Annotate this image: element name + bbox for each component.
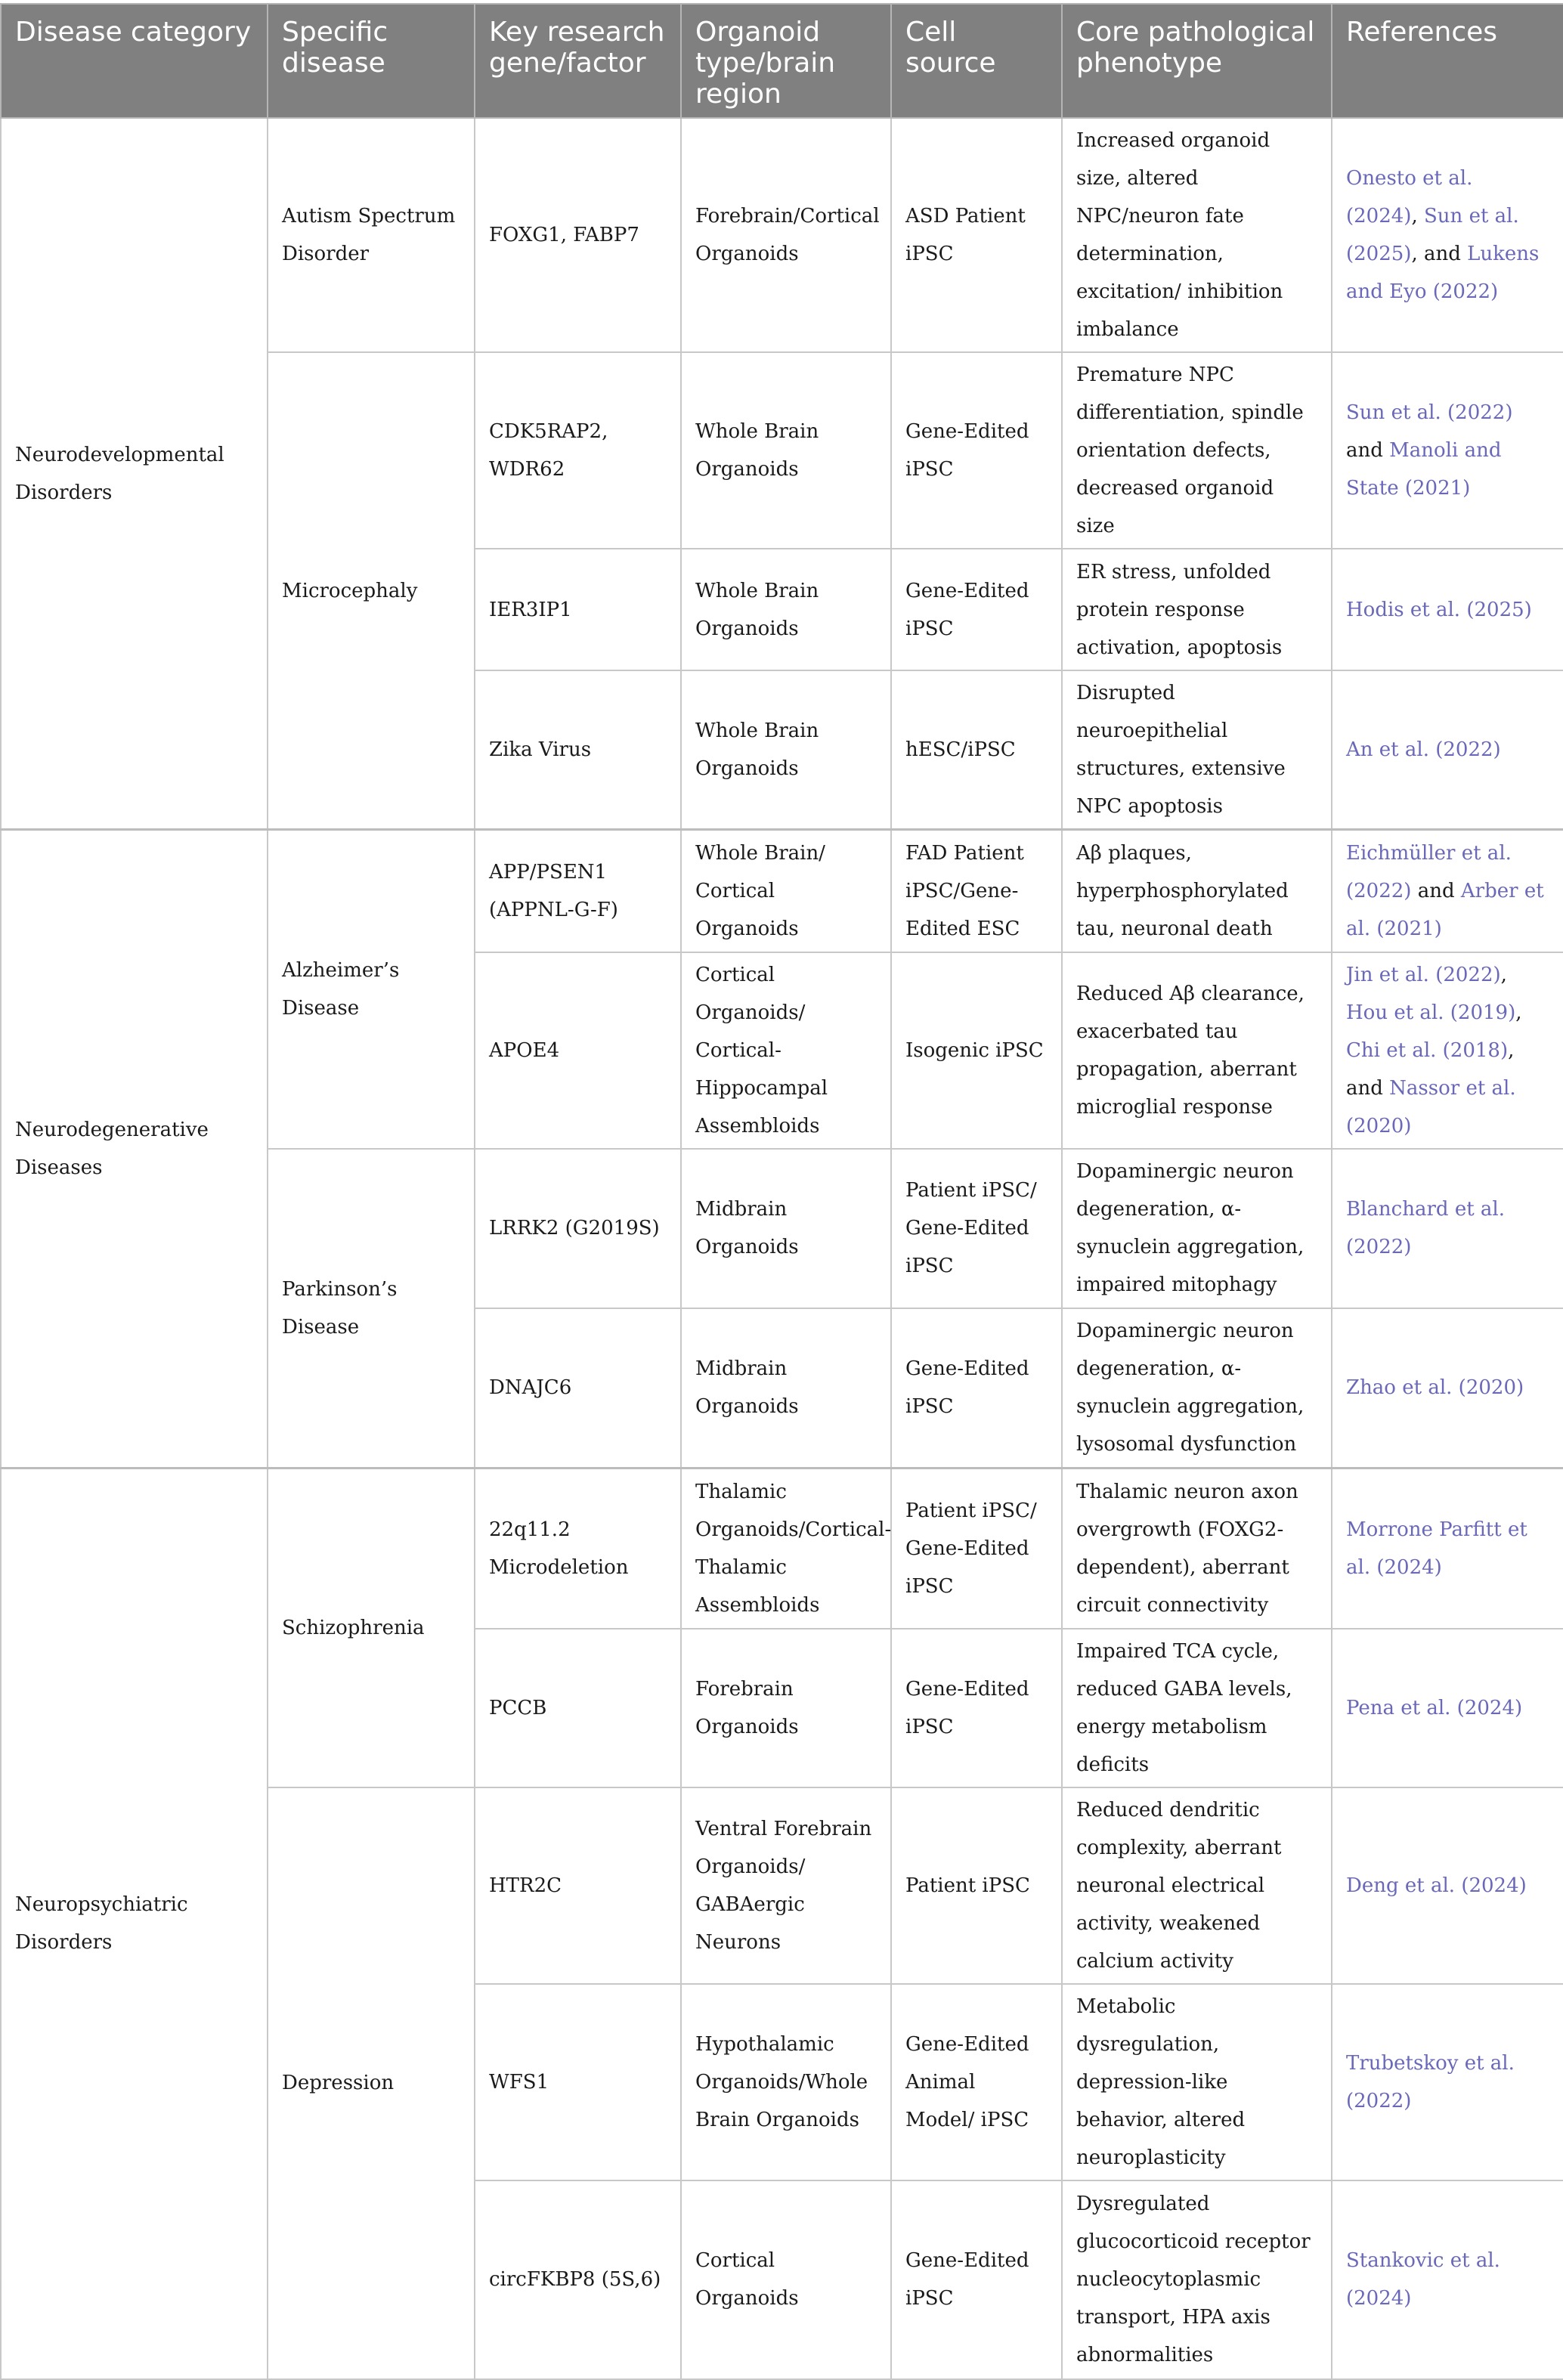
reference-link[interactable]: An et al. (2022)	[1346, 738, 1501, 761]
phenotype-cell: Metabolic dysregulation, depression-like behavior, altered neuroplasticity	[1062, 1984, 1332, 2180]
reference-link[interactable]: Zhao et al. (2020)	[1346, 1376, 1524, 1400]
header-row	[1, 4, 1563, 118]
cell-source-cell: Gene-Edited iPSC	[891, 2180, 1062, 2379]
organoid-type-cell: Ventral Forebrain Organoids/ GABAergic Neurons	[681, 1787, 891, 1984]
gene-factor-cell: Zika Virus	[475, 670, 681, 830]
reference-link[interactable]: Eichmüller et al. (2022)	[1346, 841, 1512, 902]
references-cell	[1332, 2180, 1563, 2379]
header-gene-factor: Key research gene/factor	[475, 4, 681, 118]
table-row	[1, 1469, 1563, 1629]
reference-link[interactable]: Nassor et al. (2020)	[1346, 1076, 1516, 1137]
header-specific-disease: Specific disease	[268, 4, 475, 118]
specific-disease-cell: Microcephaly	[268, 352, 475, 830]
phenotype-cell: Dopaminergic neuron degeneration, α-synuclein aggregation, impaired mitophagy	[1062, 1149, 1332, 1308]
reference-connector: ,	[1411, 205, 1424, 227]
reference-link[interactable]: Lukens and Eyo (2022)	[1346, 243, 1540, 303]
reference-link[interactable]: Arber et al. (2021)	[1346, 879, 1544, 940]
reference-link[interactable]: Hou et al. (2019)	[1346, 1001, 1516, 1024]
header-cell-source: Cell source	[891, 4, 1062, 118]
phenotype-cell: ER stress, unfolded protein response activation, apoptosis	[1062, 549, 1332, 670]
phenotype-cell: Reduced dendritic complexity, aberrant neuronal electrical activity, weakened calcium activity	[1062, 1787, 1332, 1984]
reference-link[interactable]: Stankovic et al. (2024)	[1346, 2249, 1500, 2310]
organoid-type-cell: Midbrain Organoids	[681, 1308, 891, 1469]
phenotype-cell: Dopaminergic neuron degeneration, α-synuclein aggregation, lysosomal dysfunction	[1062, 1308, 1332, 1469]
reference-link[interactable]: Chi et al. (2018)	[1346, 1038, 1509, 1062]
references-cell	[1332, 352, 1563, 549]
reference-connector: and	[1411, 879, 1461, 902]
specific-disease-cell: Alzheimer’s Disease	[268, 830, 475, 1149]
phenotype-cell: Increased organoid size, altered NPC/neuron fate determination, excitation/ inhibition imbalance	[1062, 118, 1332, 352]
organoid-type-cell: Forebrain Organoids	[681, 1629, 891, 1787]
disease-organoid-table	[0, 3, 1563, 2380]
references-cell	[1332, 549, 1563, 670]
reference-link[interactable]: Sun et al. (2025)	[1346, 205, 1519, 265]
cell-source-cell: Isogenic iPSC	[891, 952, 1062, 1149]
cell-source-cell: Patient iPSC/ Gene-Edited iPSC	[891, 1469, 1062, 1629]
gene-factor-cell: PCCB	[475, 1629, 681, 1787]
gene-factor-cell: HTR2C	[475, 1787, 681, 1984]
header-phenotype: Core pathological phenotype	[1062, 4, 1332, 118]
cell-source-cell: hESC/iPSC	[891, 670, 1062, 830]
specific-disease-cell: Schizophrenia	[268, 1469, 475, 1787]
reference-link[interactable]: Hodis et al. (2025)	[1346, 598, 1532, 621]
cell-source-cell: Gene-Edited iPSC	[891, 352, 1062, 549]
disease-category-cell: Neurodevelopmental Disorders	[1, 118, 268, 830]
gene-factor-cell: APOE4	[475, 952, 681, 1149]
gene-factor-cell: circFKBP8 (5S,6)	[475, 2180, 681, 2379]
references-cell	[1332, 670, 1563, 830]
cell-source-cell: Gene-Edited iPSC	[891, 549, 1062, 670]
disease-category-cell: Neuropsychiatric Disorders	[1, 1469, 268, 2379]
phenotype-cell: Premature NPC differentiation, spindle orientation defects, decreased organoid size	[1062, 352, 1332, 549]
references-cell	[1332, 1308, 1563, 1469]
specific-disease-cell: Depression	[268, 1787, 475, 2379]
reference-link[interactable]: Deng et al. (2024)	[1346, 1874, 1527, 1897]
phenotype-cell: Dysregulated glucocorticoid receptor nucleocytoplasmic transport, HPA axis abnormalities	[1062, 2180, 1332, 2379]
organoid-type-cell: Whole Brain Organoids	[681, 352, 891, 549]
gene-factor-cell: IER3IP1	[475, 549, 681, 670]
cell-source-cell: ASD Patient iPSC	[891, 118, 1062, 352]
gene-factor-cell: WFS1	[475, 1984, 681, 2180]
reference-link[interactable]: Manoli and State (2021)	[1346, 439, 1502, 500]
table-row	[1, 830, 1563, 952]
specific-disease-cell: Autism Spectrum Disorder	[268, 118, 475, 352]
references-cell	[1332, 952, 1563, 1149]
gene-factor-cell: 22q11.2 Microdeletion	[475, 1469, 681, 1629]
reference-link[interactable]: Blanchard et al. (2022)	[1346, 1198, 1505, 1258]
references-cell	[1332, 1787, 1563, 1984]
references-cell	[1332, 1984, 1563, 2180]
cell-source-cell: Gene-Edited iPSC	[891, 1308, 1062, 1469]
phenotype-cell: Aβ plaques, hyperphosphorylated tau, neuronal death	[1062, 830, 1332, 952]
table-row	[1, 118, 1563, 352]
reference-link[interactable]: Trubetskoy et al. (2022)	[1346, 2051, 1515, 2112]
organoid-type-cell: Thalamic Organoids/Cortical-Thalamic Assembloids	[681, 1469, 891, 1629]
references-cell	[1332, 1149, 1563, 1308]
gene-factor-cell: LRRK2 (G2019S)	[475, 1149, 681, 1308]
phenotype-cell: Impaired TCA cycle, reduced GABA levels, energy metabolism deficits	[1062, 1629, 1332, 1787]
reference-connector: ,	[1500, 963, 1507, 986]
phenotype-cell: Reduced Aβ clearance, exacerbated tau propagation, aberrant microglial response	[1062, 952, 1332, 1149]
cell-source-cell: Gene-Edited Animal Model/ iPSC	[891, 1984, 1062, 2180]
phenotype-cell: Thalamic neuron axon overgrowth (FOXG2-dependent), aberrant circuit connectivity	[1062, 1469, 1332, 1629]
reference-link[interactable]: Onesto et al. (2024)	[1346, 167, 1473, 227]
reference-connector: ,	[1515, 1001, 1522, 1024]
reference-connector: and	[1346, 439, 1390, 462]
organoid-type-cell: Midbrain Organoids	[681, 1149, 891, 1308]
cell-source-cell: FAD Patient iPSC/Gene-Edited ESC	[891, 830, 1062, 952]
disease-category-cell: Neurodegenerative Diseases	[1, 830, 268, 1469]
header-disease-category: Disease category	[1, 4, 268, 118]
organoid-type-cell: Whole Brain Organoids	[681, 670, 891, 830]
organoid-type-cell: Whole Brain/ Cortical Organoids	[681, 830, 891, 952]
reference-link[interactable]: Jin et al. (2022)	[1346, 963, 1501, 986]
reference-link[interactable]: Sun et al. (2022)	[1346, 401, 1513, 424]
cell-source-cell: Patient iPSC	[891, 1787, 1062, 1984]
references-cell	[1332, 118, 1563, 352]
header-references: References	[1332, 4, 1563, 118]
phenotype-cell: Disrupted neuroepithelial structures, extensive NPC apoptosis	[1062, 670, 1332, 830]
cell-source-cell: Gene-Edited iPSC	[891, 1629, 1062, 1787]
references-cell	[1332, 1469, 1563, 1629]
gene-factor-cell: FOXG1, FABP7	[475, 118, 681, 352]
references-cell	[1332, 1629, 1563, 1787]
table-body	[1, 118, 1563, 2379]
gene-factor-cell: APP/PSEN1 (APPNL-G-F)	[475, 830, 681, 952]
organoid-type-cell: Forebrain/Cortical Organoids	[681, 118, 891, 352]
organoid-type-cell: Whole Brain Organoids	[681, 549, 891, 670]
reference-link[interactable]: Pena et al. (2024)	[1346, 1696, 1523, 1719]
gene-factor-cell: DNAJC6	[475, 1308, 681, 1469]
reference-connector: , and	[1346, 1038, 1515, 1100]
reference-link[interactable]: Morrone Parfitt et al. (2024)	[1346, 1518, 1527, 1579]
organoid-type-cell: Cortical Organoids	[681, 2180, 891, 2379]
cell-source-cell: Patient iPSC/ Gene-Edited iPSC	[891, 1149, 1062, 1308]
references-cell	[1332, 830, 1563, 952]
gene-factor-cell: CDK5RAP2, WDR62	[475, 352, 681, 549]
header-organoid-type: Organoid type/brain region	[681, 4, 891, 118]
organoid-type-cell: Cortical Organoids/ Cortical-Hippocampal Assembloids	[681, 952, 891, 1149]
specific-disease-cell: Parkinson’s Disease	[268, 1149, 475, 1469]
organoid-type-cell: Hypothalamic Organoids/Whole Brain Organoids	[681, 1984, 891, 2180]
reference-connector: , and	[1411, 243, 1468, 265]
